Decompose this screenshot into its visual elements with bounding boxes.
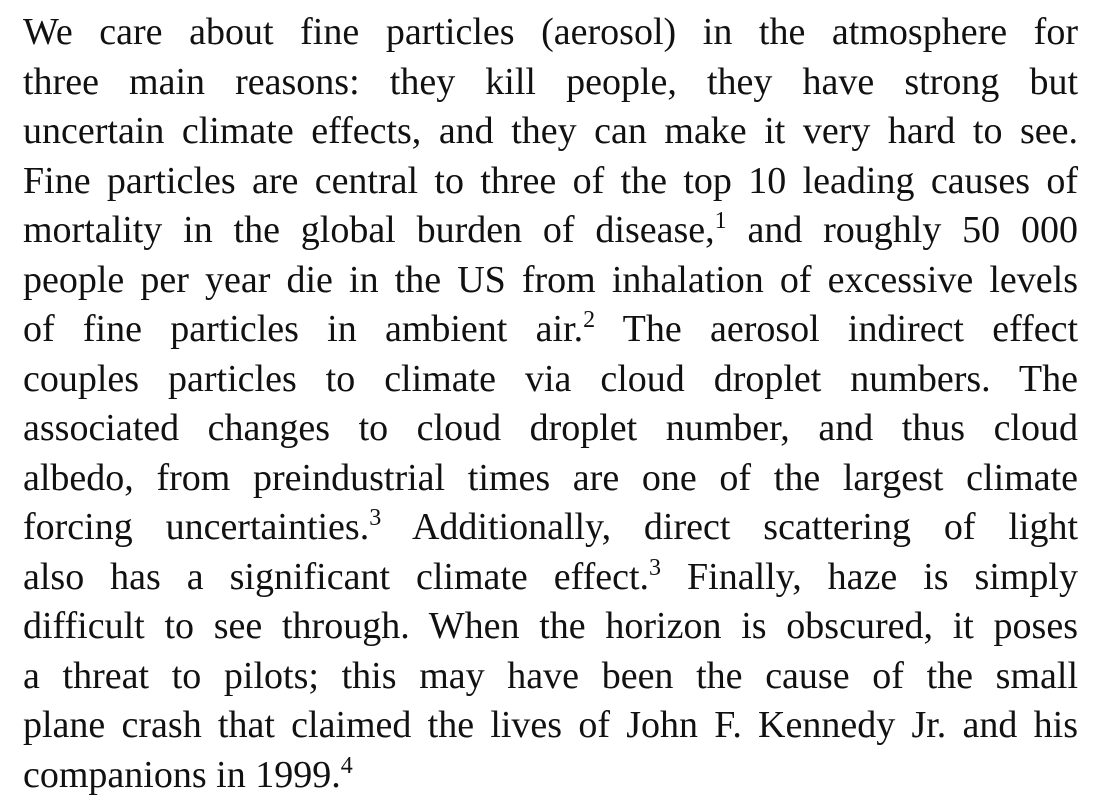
text-segment: couples particles to climate via cloud droplet numbers. The xyxy=(23,357,1078,400)
text-segment: people per year die in the US from inhalation of excessive levels xyxy=(23,258,1078,301)
text-line xyxy=(23,58,1078,108)
text-segment: plane crash that claimed the lives of John F. Kennedy Jr. and his xyxy=(23,704,1078,746)
text-line xyxy=(23,503,1078,553)
text-segment: Fine particles are central to three of the top 10 leading causes of xyxy=(23,159,1078,202)
document-page xyxy=(23,8,1078,800)
text-line xyxy=(23,404,1078,454)
text-segment: albedo, from preindustrial times are one of the largest climate xyxy=(23,456,1078,499)
body-paragraph xyxy=(23,8,1078,800)
text-segment: We care about fine particles (aerosol) in the atmosphere for xyxy=(23,11,1078,53)
text-line xyxy=(23,355,1078,405)
text-segment: Additionally, direct scattering of light xyxy=(381,506,1078,548)
text-line xyxy=(23,8,1078,58)
text-line xyxy=(23,701,1078,751)
citation-superscript: 3 xyxy=(369,505,382,531)
text-line xyxy=(23,206,1078,256)
text-segment: a threat to pilots; this may have been the cause of the small xyxy=(23,654,1078,697)
text-line xyxy=(23,305,1078,355)
citation-superscript: 2 xyxy=(583,307,596,333)
text-segment: uncertain climate effects, and they can make it very hard to see. xyxy=(23,110,1078,152)
text-line xyxy=(23,652,1078,702)
text-segment: difficult to see through. When the horizon is obscured, it poses xyxy=(23,605,1078,647)
text-segment: also has a significant climate effect. xyxy=(23,555,650,598)
text-segment: three main reasons: they kill people, they have strong but xyxy=(23,60,1078,103)
citation-superscript: 3 xyxy=(649,554,662,581)
text-line xyxy=(23,553,1078,603)
citation-superscript: 1 xyxy=(714,208,727,234)
citation-superscript: 4 xyxy=(340,752,353,779)
text-segment: companions in 1999. xyxy=(23,753,341,796)
text-segment: of fine particles in ambient air. xyxy=(23,308,584,350)
text-segment: mortality in the global burden of disease, xyxy=(23,209,715,251)
text-line xyxy=(23,454,1078,504)
text-segment: Finally, haze is simply xyxy=(661,555,1078,598)
text-segment: The aerosol indirect effect xyxy=(595,308,1079,350)
text-line xyxy=(23,256,1078,306)
text-segment: and roughly 50 000 xyxy=(726,209,1078,251)
text-line xyxy=(23,107,1078,157)
text-line xyxy=(23,157,1078,207)
text-line xyxy=(23,602,1078,652)
text-line xyxy=(23,751,1078,801)
text-segment: forcing uncertainties. xyxy=(23,506,370,548)
text-segment: associated changes to cloud droplet number, and thus cloud xyxy=(23,407,1078,449)
